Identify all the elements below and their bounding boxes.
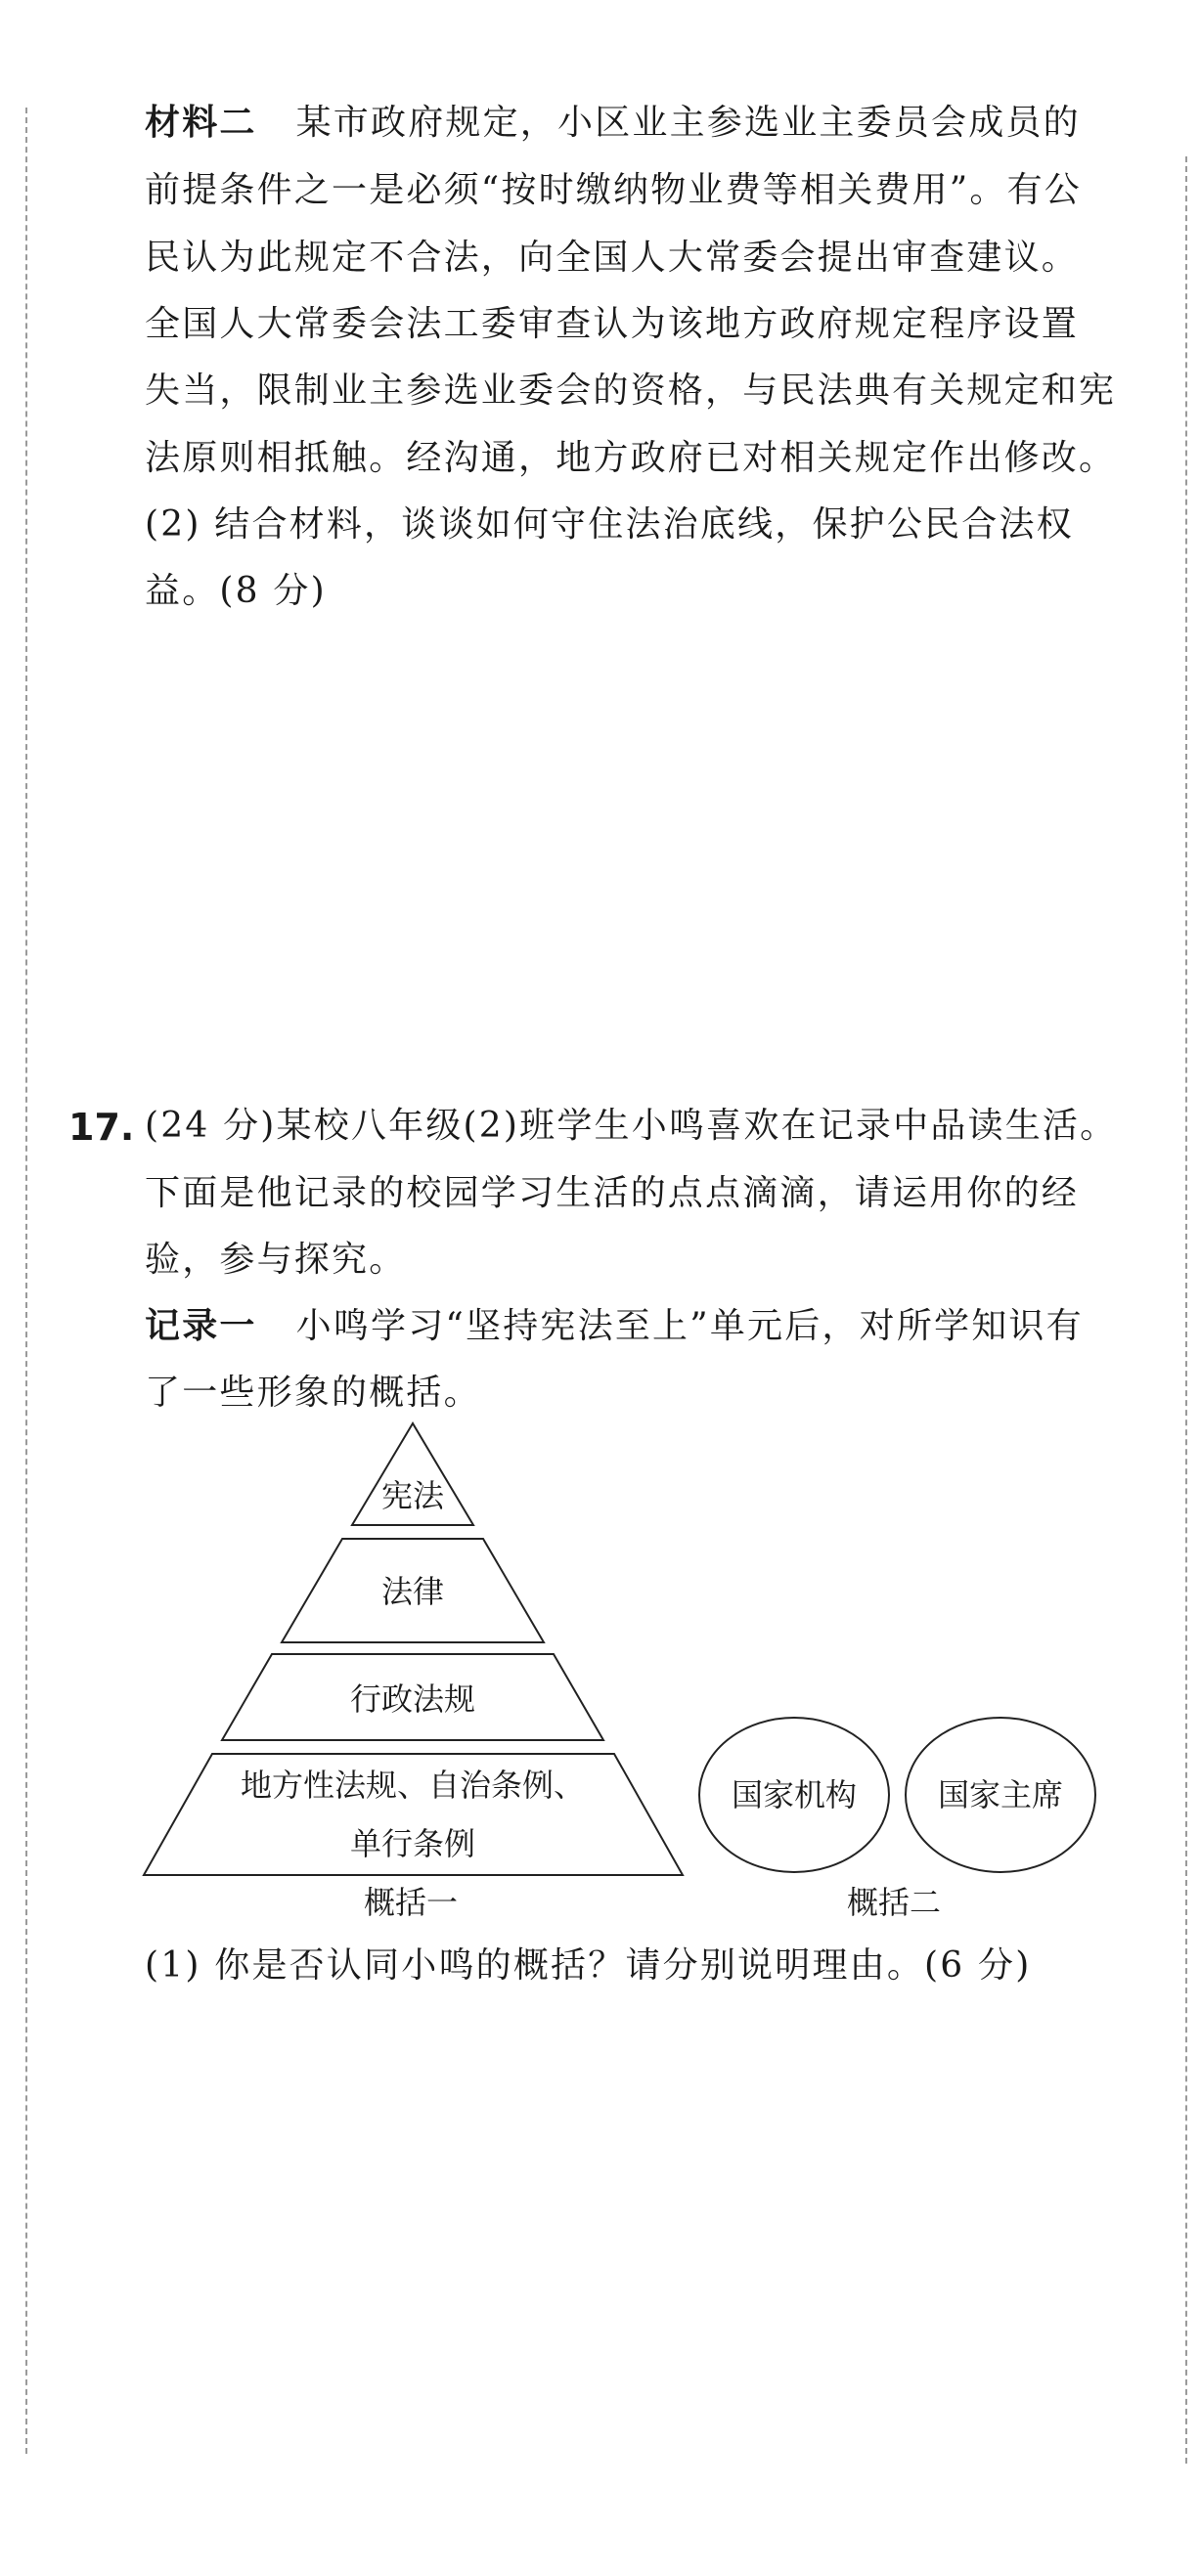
pyramid-label-local-regulations-1: 地方性法规、自治条例、 [240,1767,585,1804]
material2-line-5: 失当，限制业主参选业委会的资格，与民法典有关规定和宪 [145,371,1117,411]
material2-line-4: 全国人大常委会法工委审查认为该地方政府规定程序设置 [145,304,1080,344]
material2-line-3: 民认为此规定不合法，向全国人大常委会提出审查建议。 [145,238,1080,278]
question-17-1-line: (1) 你是否认同小鸣的概括？请分别说明理由。(6 分) [145,1945,1032,1986]
caption-summary-1: 概括一 [364,1884,459,1921]
q17-intro-line-1: (24 分)某校八年级(2)班学生小鸣喜欢在记录中品读生活。 [145,1106,1118,1146]
material2-text-1: 某市政府规定，小区业主参选业主委员会成员的 [295,103,1081,143]
q17-intro-line-3: 验，参与探究。 [145,1240,407,1280]
record1-line-2: 了一些形象的概括。 [145,1373,481,1413]
material2-line-6: 法原则相抵触。经沟通，地方政府已对相关规定作出修改。 [145,438,1117,478]
material2-label: 材料二 [145,103,257,143]
record1-text-1: 小鸣学习“坚持宪法至上”单元后，对所学知识有 [295,1306,1084,1346]
circle-label-state-president: 国家主席 [937,1776,1063,1813]
pyramid-label-administrative-regulations: 行政法规 [349,1681,475,1718]
question-17-number: 17. [68,1106,135,1149]
q17-intro-line-2: 下面是他记录的校园学习生活的点点滴滴，请运用你的经 [145,1173,1080,1213]
pyramid-label-law: 法律 [380,1573,444,1610]
circle-label-national-organs: 国家机构 [731,1776,857,1813]
pyramid-label-local-regulations-2: 单行条例 [349,1825,475,1862]
record1-label: 记录一 [145,1306,257,1346]
question-2-line-2: 益。(8 分) [145,571,327,611]
caption-summary-2: 概括二 [847,1884,942,1921]
material2-line-2: 前提条件之一是必须“按时缴纳物业费等相关费用”。有公 [145,170,1083,210]
pyramid-label-constitution: 宪法 [380,1477,444,1514]
question-2-line-1: (2) 结合材料，谈谈如何守住法治底线，保护公民合法权 [145,504,1074,545]
